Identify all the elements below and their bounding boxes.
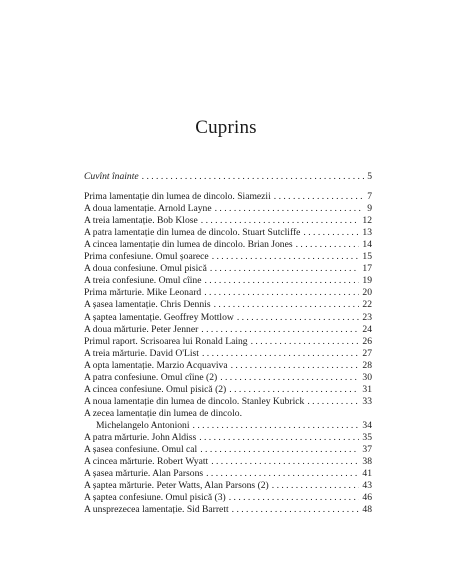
- toc-entry: [84, 468, 372, 480]
- toc-dot-leader: [272, 480, 360, 492]
- toc-entry: [84, 444, 372, 456]
- toc-dot-leader: [237, 312, 360, 324]
- toc-entry-page-number: 33: [362, 395, 372, 407]
- toc-entry: [84, 239, 372, 251]
- toc-entry: [84, 336, 372, 348]
- toc-entry-page-number: 34: [362, 419, 372, 431]
- toc-dot-leader: [199, 432, 359, 444]
- toc-dot-leader: [251, 336, 360, 348]
- table-of-contents: [84, 171, 372, 516]
- toc-entry-page-number: 48: [362, 504, 372, 516]
- toc-dot-leader: [274, 191, 364, 203]
- toc-dot-leader: [229, 492, 360, 504]
- toc-entry: [84, 263, 372, 275]
- toc-entry: [84, 384, 372, 396]
- toc-entry-title: Prima confesiune. Omul șoarece: [84, 251, 209, 263]
- toc-dot-leader: [193, 420, 360, 432]
- toc-dot-leader: [205, 275, 360, 287]
- toc-entry: [84, 312, 372, 324]
- toc-entry-title: Cuvînt înainte: [84, 171, 139, 182]
- toc-entry-title: A noua lamentație din lumea de dincolo. Stanley Kubrick: [84, 395, 305, 407]
- toc-entry: [84, 203, 372, 215]
- toc-entry-page-number: 38: [362, 456, 372, 468]
- toc-entry-title: A doua confesiune. Omul pisică: [84, 263, 207, 275]
- toc-entry: [84, 215, 372, 227]
- toc-entry: [84, 420, 372, 432]
- toc-entry-page-number: 46: [362, 492, 372, 504]
- toc-entry-page-number: 23: [362, 311, 372, 323]
- toc-entry-title: A patra mărturie. John Aldiss: [84, 431, 197, 443]
- toc-entry: [84, 251, 372, 263]
- toc-entry: [84, 360, 372, 372]
- toc-entry-title: Primul raport. Scrisoarea lui Ronald Laing: [84, 335, 248, 347]
- toc-entry-page-number: 26: [362, 335, 372, 347]
- toc-entry: [84, 504, 372, 516]
- toc-dot-leader: [212, 251, 360, 263]
- toc-dot-leader: [296, 239, 360, 251]
- toc-entry-title: A treia mărturie. David O'List: [84, 347, 199, 359]
- toc-entry-title: A patra confesiune. Omul cîine (2): [84, 371, 218, 383]
- toc-entry: [84, 275, 372, 287]
- toc-entry-title: A șasea mărturie. Alan Parsons: [84, 468, 204, 480]
- toc-entry: [84, 492, 372, 504]
- toc-entry-title: A unsprezecea lamentație. Sid Barrett: [84, 504, 229, 516]
- toc-dot-leader: [231, 360, 360, 372]
- toc-dot-leader: [232, 504, 360, 516]
- toc-entry-title: A cincea mărturie. Robert Wyatt: [84, 456, 209, 468]
- toc-entry-page-number: 43: [362, 480, 372, 492]
- toc-entry: [84, 480, 372, 492]
- toc-dot-leader: [200, 444, 359, 456]
- toc-dot-leader: [201, 324, 359, 336]
- toc-dot-leader: [206, 468, 359, 480]
- toc-entry-page-number: 19: [362, 275, 372, 287]
- toc-dot-leader: [211, 456, 359, 468]
- toc-entry-title: Prima mărturie. Mike Leonard: [84, 287, 202, 299]
- toc-entry-title: Prima lamentație din lumea de dincolo. Siamezii: [84, 191, 271, 203]
- toc-entry-title: A doua mărturie. Peter Jenner: [84, 323, 199, 335]
- toc-entry-page-number: 13: [362, 227, 372, 239]
- toc-dot-leader: [201, 215, 360, 227]
- toc-dot-leader: [142, 171, 365, 183]
- toc-entry-page-number: 30: [362, 371, 372, 383]
- toc-entry-title: A cincea confesiune. Omul pisică (2): [84, 383, 227, 395]
- toc-entry-title: A șasea lamentație. Chris Dennis: [84, 299, 211, 311]
- toc-entry-page-number: 17: [362, 263, 372, 275]
- toc-entry-title: A treia confesiune. Omul cîine: [84, 275, 202, 287]
- toc-dot-leader: [229, 384, 359, 396]
- toc-entry: [84, 372, 372, 384]
- toc-entry-page-number: 28: [362, 359, 372, 371]
- toc-entry-title: A șaptea confesiune. Omul pisică (3): [84, 492, 226, 504]
- toc-entry: [84, 432, 372, 444]
- toc-entry: [84, 324, 372, 336]
- toc-entry-title: Michelangelo Antonioni: [96, 419, 190, 431]
- toc-dot-leader: [220, 372, 359, 384]
- toc-dot-leader: [307, 396, 359, 408]
- toc-entry: [84, 171, 372, 183]
- toc-entry-title: A doua lamentație. Arnold Layne: [84, 203, 212, 215]
- toc-entry-page-number: 35: [362, 431, 372, 443]
- toc-dot-leader: [202, 348, 359, 360]
- toc-dot-leader: [214, 299, 360, 311]
- toc-entry: [84, 191, 372, 203]
- toc-entry-page-number: 20: [362, 287, 372, 299]
- toc-entry-page-number: 22: [362, 299, 372, 311]
- toc-entry: [84, 227, 372, 239]
- toc-entry-page-number: 37: [362, 444, 372, 456]
- toc-entry-title: A treia lamentație. Bob Klose: [84, 215, 198, 227]
- toc-entry-page-number: 24: [362, 323, 372, 335]
- toc-entry-title: A patra lamentație din lumea de dincolo. Stuart Sutcliffe: [84, 227, 301, 239]
- toc-entry-title: A șaptea lamentație. Geoffrey Mottlow: [84, 311, 234, 323]
- toc-entry-title: A zecea lamentație din lumea de dincolo.: [84, 407, 242, 419]
- toc-entry-page-number: 31: [362, 383, 372, 395]
- toc-dot-leader: [204, 287, 359, 299]
- toc-entry-title: A șaptea mărturie. Peter Watts, Alan Parsons (2): [84, 480, 269, 492]
- toc-entry: [84, 408, 372, 420]
- toc-entry-title: A șasea confesiune. Omul cal: [84, 444, 198, 456]
- toc-entry: [84, 348, 372, 360]
- toc-entry-page-number: 14: [362, 239, 372, 251]
- toc-dot-leader: [210, 263, 360, 275]
- toc-entry-page-number: 7: [367, 191, 372, 203]
- toc-entry: [84, 396, 372, 408]
- toc-entry-page-number: 15: [362, 251, 372, 263]
- toc-entry-title: A cincea lamentație din lumea de dincolo. Brian Jones: [84, 239, 293, 251]
- toc-entry-page-number: 41: [362, 468, 372, 480]
- toc-entry: [84, 287, 372, 299]
- toc-entry: [84, 456, 372, 468]
- toc-dot-leader: [215, 203, 365, 215]
- toc-dot-leader: [303, 227, 359, 239]
- page-title: Cuprins: [195, 117, 257, 138]
- toc-entry: [84, 299, 372, 311]
- toc-entry-page-number: 9: [367, 203, 372, 215]
- toc-entry-title: A opta lamentație. Marzio Acquaviva: [84, 359, 228, 371]
- toc-entry-page-number: 12: [362, 215, 372, 227]
- toc-entry-page-number: 27: [362, 347, 372, 359]
- toc-entry-page-number: 5: [367, 171, 372, 182]
